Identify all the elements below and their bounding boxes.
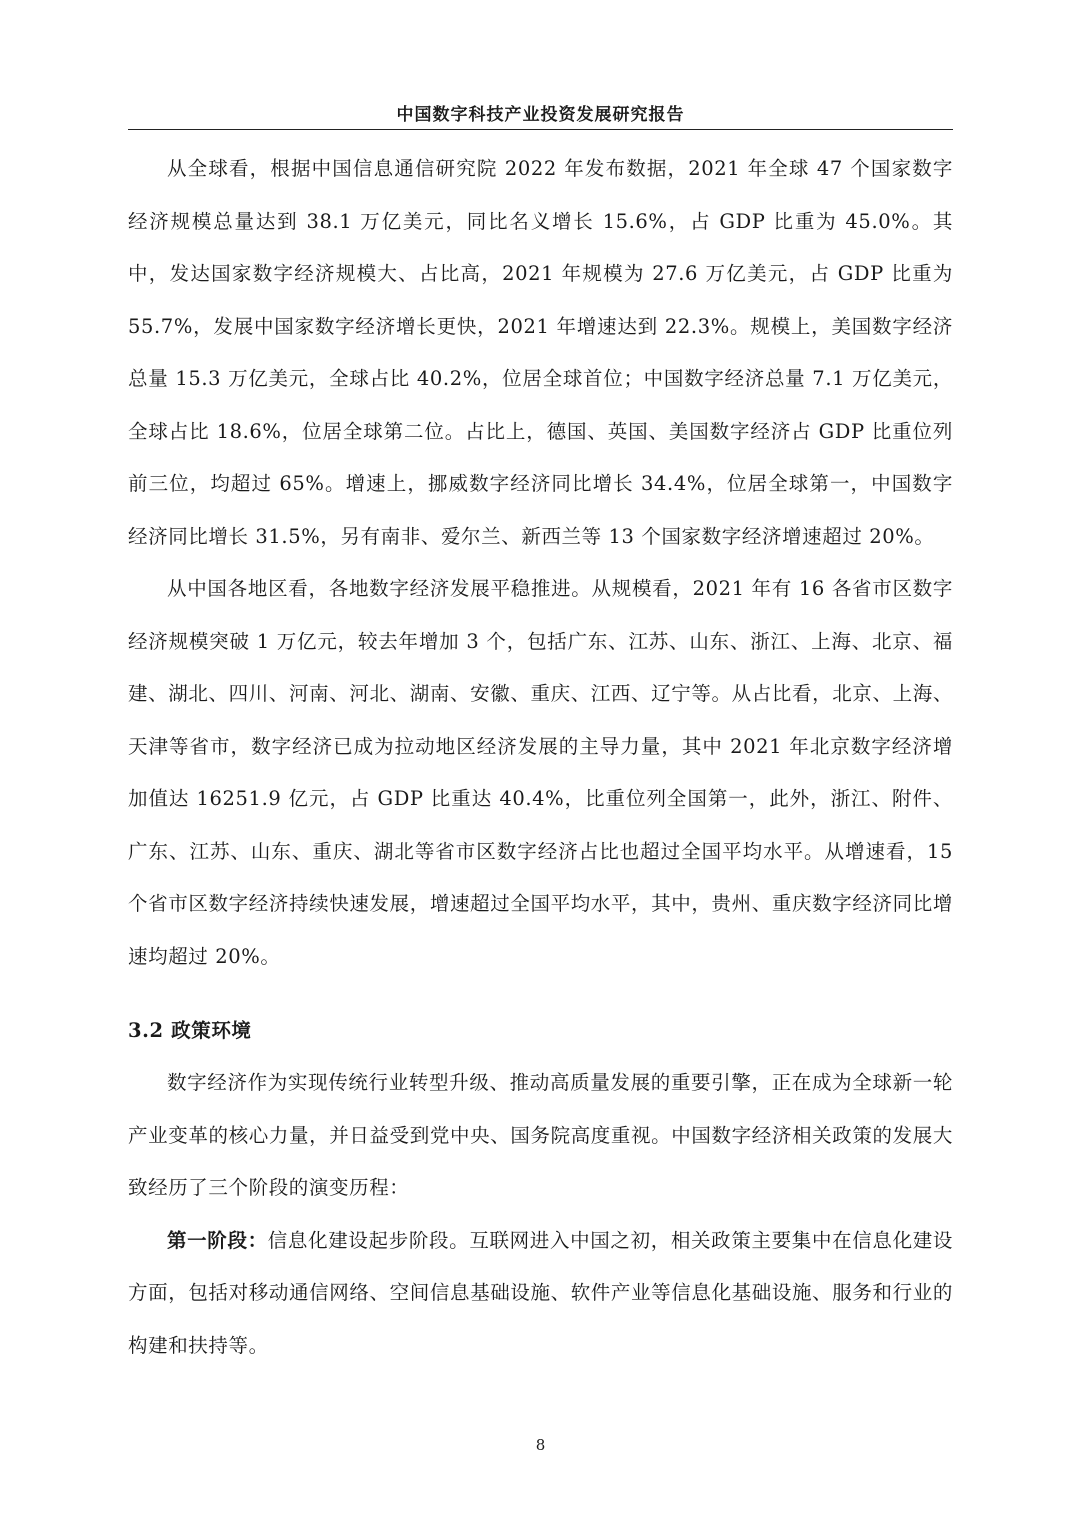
paragraph-global-digital-economy: 从全球看，根据中国信息通信研究院 2022 年发布数据，2021 年全球 47 个国家数字经济规模总量达到 38.1 万亿美元，同比名义增长 15.6%，占 GDP 比重为 45.0%。其中，发达国家数字经济规模大、占比高，2021 年规模为 27.6 万亿美元，占 GDP 比重为 55.7%，发展中国家数字经济增长更快，2021 年增速达到 22.3%。规模上，美国数字经济总量 15.3 万亿美元，全球占比 40.2%，位居全球首位；中国数字经济总量 7.1 万亿美元，全球占比 18.6%，位居全球第二位。占比上，德国、英国、美国数字经济占 GDP 比重位列前三位，均超过 65%。增速上，挪威数字经济同比增长 34.4%，位居全球第一，中国数字经济同比增长 31.5%，另有南非、爱尔兰、新西兰等 13 个国家数字经济增速超过 20%。 — [128, 157, 953, 548]
paragraph-stage-one — [128, 1215, 953, 1373]
stage-one-text: 信息化建设起步阶段。互联网进入中国之初，相关政策主要集中在信息化建设方面，包括对移动通信网络、空间信息基础设施、软件产业等信息化基础设施、服务和行业的构建和扶持等。 — [128, 1228, 953, 1357]
section-heading-policy-environment: 3.2 政策环境 — [128, 1019, 252, 1042]
running-header-title: 中国数字科技产业投资发展研究报告 — [396, 105, 685, 125]
paragraph-china-regions: 从中国各地区看，各地数字经济发展平稳推进。从规模看，2021 年有 16 各省市区数字经济规模突破 1 万亿元，较去年增加 3 个，包括广东、江苏、山东、浙江、上海、北京、福建、湖北、四川、河南、河北、湖南、安徽、重庆、江西、辽宁等。从占比看，北京、上海、天津等省市，数字经济已成为拉动地区经济发展的主导力量，其中 2021 年北京数字经济增加值达 16251.9 亿元，占 GDP 比重达 40.4%，比重位列全国第一，此外，浙江、附件、广东、江苏、山东、重庆、湖北等省市区数字经济占比也超过全国平均水平。从增速看，15 个省市区数字经济持续快速发展，增速超过全国平均水平，其中，贵州、重庆数字经济同比增速均超过 20%。 — [128, 577, 953, 968]
document-body — [128, 143, 953, 1372]
header-divider — [128, 129, 953, 130]
paragraph-policy-intro: 数字经济作为实现传统行业转型升级、推动高质量发展的重要引擎，正在成为全球新一轮产业变革的核心力量，并日益受到党中央、国务院高度重视。中国数字经济相关政策的发展大致经历了三个阶段的演变历程： — [128, 1071, 953, 1199]
stage-one-label: 第一阶段： — [167, 1228, 268, 1252]
page-number: 8 — [535, 1436, 546, 1454]
